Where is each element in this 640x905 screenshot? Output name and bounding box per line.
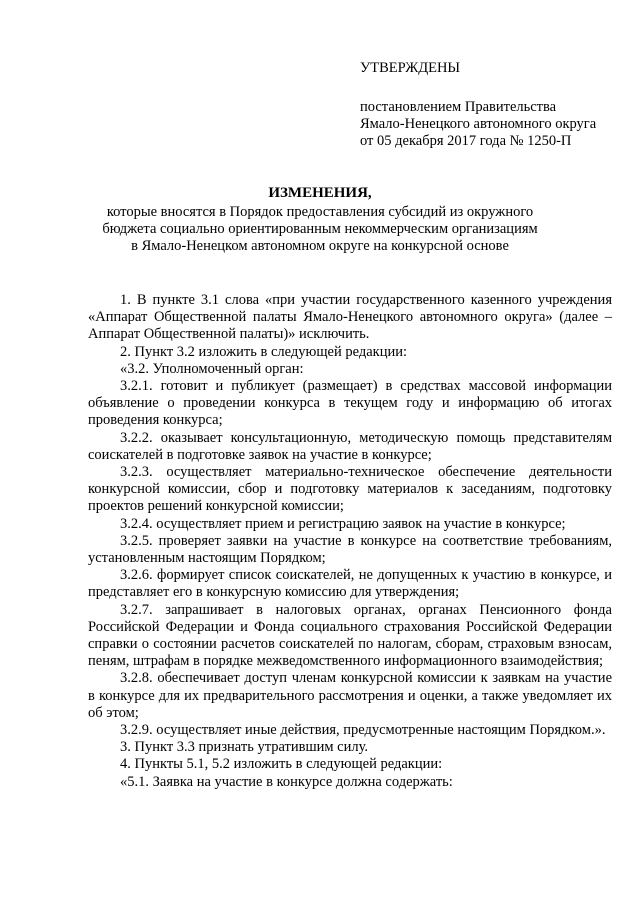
subtitle-line: которые вносятся в Порядок предоставления субсидий из окружного [106,204,534,220]
approval-line: постановлением Правительства [360,99,557,115]
paragraph-3-2-2: 3.2.2. оказывает консультационную, методическую помощь представителям соискателей в подготовке заявок на участие в конкурсе; [88,429,612,463]
paragraph-item-4: 4. Пункты 5.1, 5.2 изложить в следующей редакции: [120,756,443,773]
subtitle-line: в Ямало-Ненецком автономном округе на конкурсной основе [131,238,509,254]
approval-line: от 05 декабря 2017 года № 1250-П [360,133,572,149]
paragraph-3-2-4: 3.2.4. осуществляет прием и регистрацию заявок на участие в конкурсе; [120,515,566,532]
paragraph-5-1: «5.1. Заявка на участие в конкурсе должна содержать: [120,773,453,790]
paragraph-3-2-3: 3.2.3. осуществляет материально-техническое обеспечение деятельности конкурсной комиссии, сбор и подготовку материалов к заседаниям, подготовку проектов решений конкурсной комиссии; [88,464,612,515]
document-body [88,292,612,791]
paragraph-3-2-9: 3.2.9. осуществляет иные действия, предусмотренные настоящим Порядком.». [120,722,606,739]
approval-heading: УТВЕРЖДЕНЫ [360,60,461,76]
paragraph-item-2: 2. Пункт 3.2 изложить в следующей редакции: [120,343,408,360]
document-title: ИЗМЕНЕНИЯ, [268,185,372,201]
approval-line: Ямало-Ненецкого автономного округа [360,116,597,132]
document-subtitle [70,204,570,255]
paragraph-item-3: 3. Пункт 3.3 признать утратившим силу. [120,739,369,756]
paragraph-item-1: 1. В пункте 3.1 слова «при участии государственного казенного учреждения «Аппарат Общественной палаты Ямало-Ненецкого автономного округа» (далее – Аппарат Общественной палаты)» исключить. [88,292,612,343]
paragraph-3-2-8: 3.2.8. обеспечивает доступ членам конкурсной комиссии к заявкам на участие в конкурсе для их предварительного рассмотрения и оценки, а также уведомляет их об этом; [88,670,612,721]
paragraph-3-2-1: 3.2.1. готовит и публикует (размещает) в средствах массовой информации объявление о проведении конкурса в текущем году и информацию об итогах проведения конкурса; [88,378,612,429]
approval-block [360,60,596,150]
paragraph-3-2-5: 3.2.5. проверяет заявки на участие в конкурсе на соответствие требованиям, установленным настоящим Порядком; [88,532,612,567]
paragraph-3-2-heading: «3.2. Уполномоченный орган: [120,360,304,377]
subtitle-line: бюджета социально ориентированным некоммерческим организациям [102,221,538,237]
paragraph-3-2-6: 3.2.6. формирует список соискателей, не допущенных к участию в конкурсе, и представляет его в конкурсную комиссию для утверждения; [88,567,612,601]
paragraph-3-2-7: 3.2.7. запрашивает в налоговых органах, органах Пенсионного фонда Российской Федерации и Фонда социального страхования Российской Федерации справки о состоянии расчетов соискателей по налогам, сборам, страховым взносам, пеням, штрафам в порядке межведомственного информационного взаимодействия; [88,601,612,670]
